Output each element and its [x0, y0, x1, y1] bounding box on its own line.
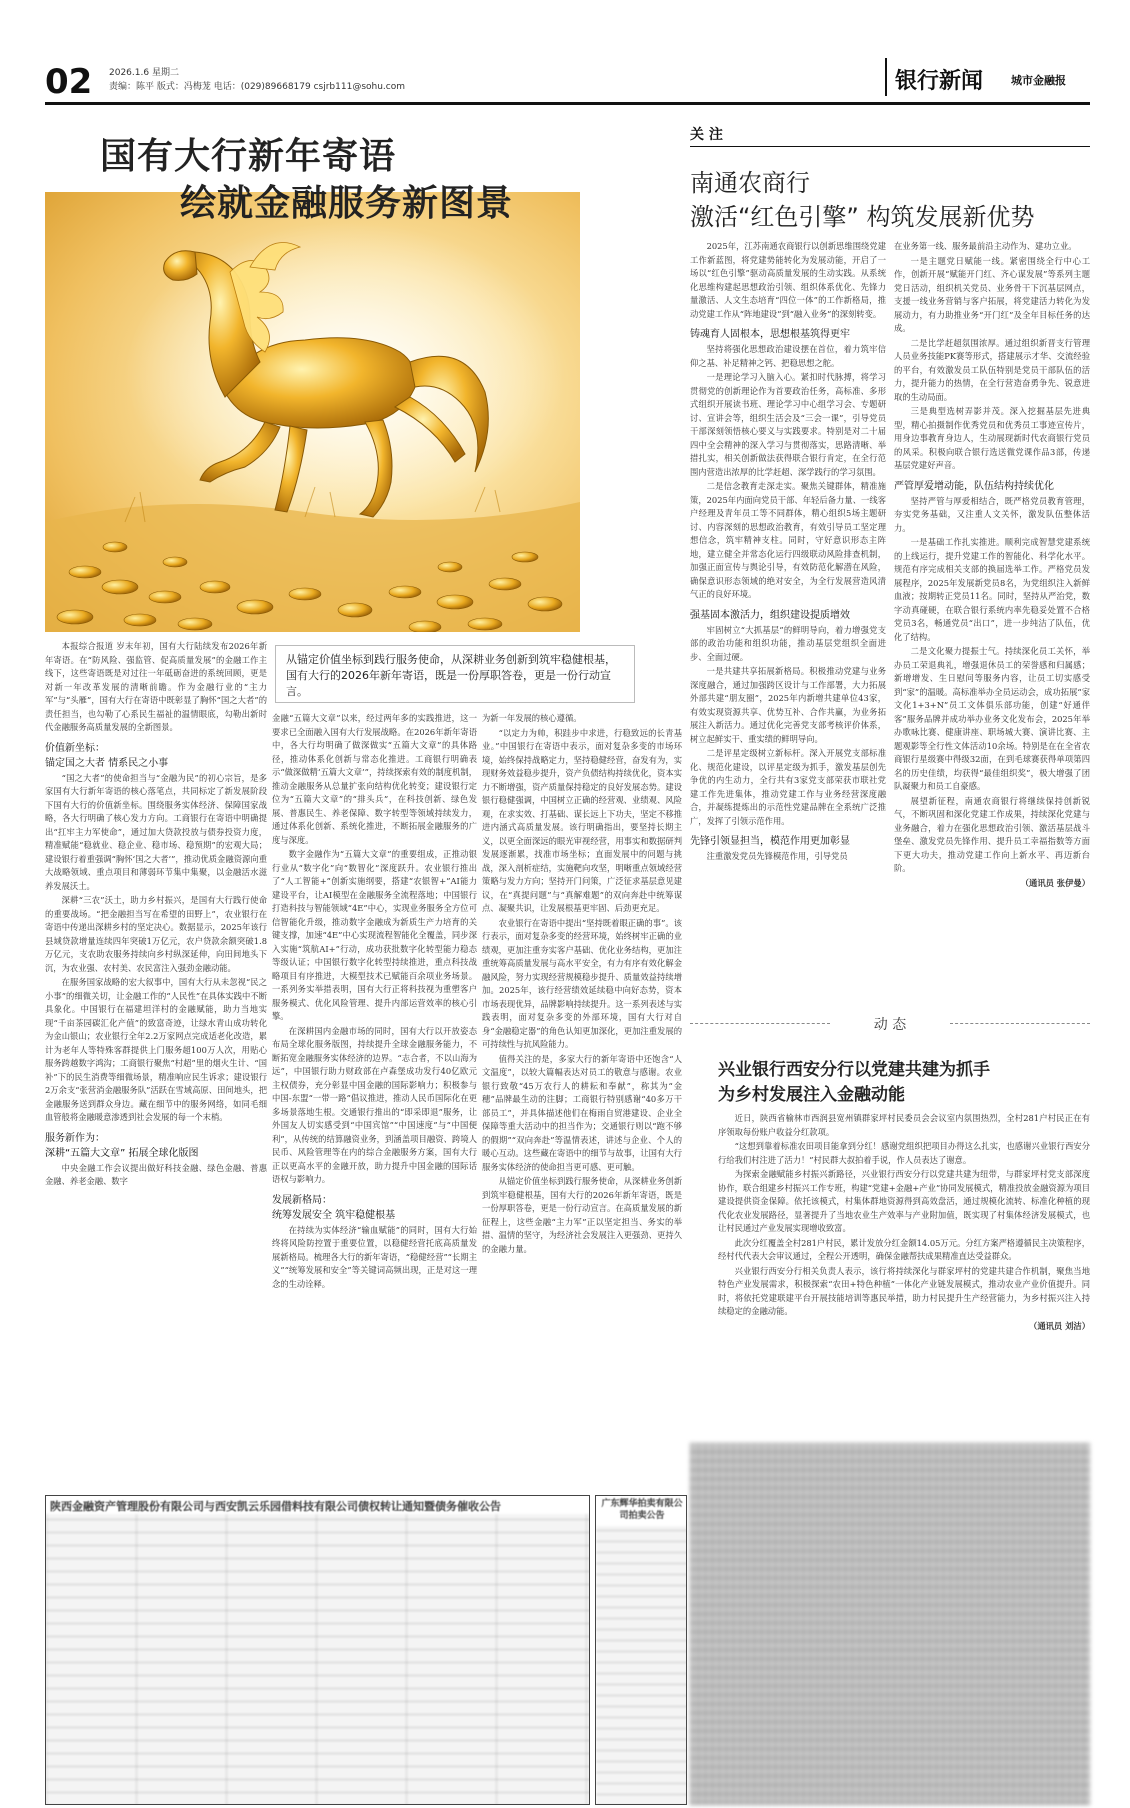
subheading-lead: 服务新作为：: [45, 1132, 105, 1144]
paragraph: 注重激发党员先锋模范作用，引导党员: [706, 851, 848, 861]
paragraph: 牢固树立“大抓基层”的鲜明导向，着力增强党支部的政治功能和组织功能，推动基层党组织全面进步、全面过硬。: [690, 624, 886, 662]
editor-credits: 责编：陈平 版式：冯梅茏 电话：(029)89668179 csjrb111@sohu.com: [109, 82, 406, 92]
header-rule: [45, 102, 1090, 105]
page-number: 02: [45, 62, 93, 102]
byline: （通讯员 张伊曼）: [1020, 877, 1090, 888]
paragraph: “以定力为帅，积跬步中求进，行稳致远的长青基业。”中国银行在寄语中表示，面对复杂多变的市场环境，始终保持战略定力，坚持稳健经营，奋发有为，实现财务效益稳步提升，资产负债结构持续优化，资本实力不断增强，资产质量保持稳定的良好发展态势。建设银行稳健强调，中国树立正确的经营观、业绩观、风险观，在求实效、打基础、谋长远上下功夫，坚定不移推进内涵式高质量发展。该行明确指出，要坚持长期主义，以更全面深远的眼光审视经营，用事实和数据研判发展逐渐累，找准市场坐标；直面发展中的问题与挑战，深入剖析症结，实施靶向攻坚，明晰重点领域经营策略与发力方向；坚持开门问策，广泛征求基层意见建议，在“真提问题”与“真解难题”的双向奔赴中统筹谋点、凝聚共识，让发展根基更牢固、后劲更充足。: [482, 727, 682, 913]
section-divider: [885, 58, 887, 96]
subheading: 强基固本激活力，组织建设提质增效: [690, 609, 850, 621]
paragraph: 二是评星定级树立新标杆。深入开展党支部标准化、规范化建设，以评星定级为抓手，激发基层创先争优的内生动力，全行共有3家党支部荣获市联社党建工作先进集体，推动党建工作与业务经营深度融合，并凝练提炼出的示范性党建品牌在全系统广泛推广，发挥了引领示范作用。: [690, 748, 886, 826]
news-headline-line2: 为乡村发展注入金融动能: [718, 1085, 905, 1105]
paragraph: “这想到靠着标准农田项目能拿到分红！感谢党组织把项目办得这么扎实，也感谢兴业银行西安分行给我们村注进了活力！”村民群大叔拍着手说，作人员表达了谢意。: [718, 1141, 1090, 1165]
article-column-2: [272, 712, 477, 1480]
news-body: [718, 1112, 1090, 1434]
paragraph: 兴业银行西安分行相关负责人表示，该行将持续深化与群家坪村的党建共建合作机制，聚焦当地特色产业发展需求，积极探索“农田+特色种植”一体化产业链发展模式，推动农业产业价值提升。同时，将依托党建联建平台开展技能培训等惠民举措，助力村民提升生产经营能力，为乡村振兴注入持续稳定的金融动能。: [718, 1265, 1090, 1316]
paragraph: 近日，陕西省榆林市西润县宽州镇群家坪村民委员会会议室内氛围热烈，全村281户村民正在有序领取每份账户收益分红款项。: [718, 1113, 1090, 1137]
right-column-a: [690, 240, 886, 1005]
subheading: [45, 741, 267, 771]
paragraph: 坚持严管与厚爱相结合，既严格党员教育管理，夯实党务基础，又注重人文关怀，激发队伍整体活力。: [894, 495, 1090, 533]
subheading: [45, 1131, 267, 1161]
main-headline-line2: 绘就金融服务新图景: [180, 183, 514, 224]
paragraph: 一是主题党日赋能一线。紧密围绕全行中心工作，创新开展“赋能开门红、齐心谋发展”等系列主题党日活动，组织机关党员、业务骨干下沉基层网点，支援一线业务营销与客户拓展，将党建活力转化为发展动力，有力助推业务“开门红”及全年目标任务的达成。: [894, 255, 1090, 333]
right-headline-line2: 激活“红色引擎” 构筑发展新优势: [690, 203, 1035, 231]
article-column-1: [45, 640, 267, 1480]
kicker-label: 关 注: [690, 127, 723, 143]
page-header: [45, 58, 1090, 108]
subheading-text: 深耕“五篇大文章” 拓展全球化版图: [45, 1147, 199, 1159]
paragraph: 为新一年发展的核心遵循。: [482, 713, 582, 723]
paragraph: 二是信念教育走深走实。聚焦关键群体，精准施策，2025年内面向党员干部、年轻后备力量、一线客户经理及青年员工等不同群体，精心组织5场主题研讨、内容深刻的思想政治教育，有效引导员工坚定理想信念，筑牢精神支柱。同时，守好意识形态主阵地，建立健全并常态化运行四级联动风险排查机制，加强正面宣传与舆论引导，有效防范化解潜在风险，确保意识形态领域的绝对安全，为全行发展营造风清气正的良好环境。: [690, 481, 886, 599]
paragraph: 2025年，江苏南通农商银行以创新思维围绕党建工作新蓝图，将党建势能转化为发展动能，开启了一场以“红色引擎”驱动高质量发展的生动实践。从系统化思维构建起思想政治引领、组织体系优化、先锋力量激活、人文生态培育“四位一体”的工作新格局，推动党建工作从“阵地建设”到“融入业务”的深刻转变。: [690, 241, 886, 319]
paragraph: 一是共建共享拓展新格局。积极推动党建与业务深度融合，通过加强跨区设计与工作部署，大力拓展外部共建“朋友圈”，2025年内新增共建单位43家，有效实现资源共享、优势互补、合作共赢，为业务拓展注入新活力。通过优化完善党支部考核评价体系，树立起鲜实干、重实绩的鲜明导向。: [690, 666, 886, 744]
auction-notice-title: 广东辉华拍卖有限公司拍卖公告: [601, 1499, 683, 1521]
subheading: 先锋引领显担当，模范作用更加彰显: [690, 836, 850, 847]
paragraph: 在服务国家战略的宏大叙事中，国有大行从未忽视“民之小事”的细微关切，让金融工作的“人民性”在具体实践中不断具象化。中国银行在福建坦洋村的金融赋能，助力当地实现“千亩茶园碳汇化产值”的致富奇迹，让绿水青山成功转化为金山银山；农业银行全年2.2万家网点完成适老化改造，累计为老年人等特殊客群提供上门服务超100万人次，用贴心服务跨越数字鸿沟；工商银行聚焦“村超”里的烟火生计、“国补”下的民生消费等细微场景，精准响应民生诉求；建设银行2万余支“张营消金融服务队”活跃在雪域高原、田间地头，把金融服务送到群众身边。藏在细节中的服务网络，如同毛细血管般将金融暖意渗透到社会发展的每一个末梢。: [45, 977, 267, 1122]
paragraph: 在深耕国内金融市场的同时，国有大行以开放姿态布局全球化服务版图，持续提升全球金融服务能力，不断拓宽金融服务实体经济的边界。“志合者，不以山海为远”，中国银行助力财政部在卢森堡成功发行40亿欧元主权债券，充分彰显中国金融的国际影响力；积极参与中国-东盟“一带一路”倡议推进，推动人民币国际化在更多场景落地生根。交通银行推出的“即采即退”服务，让外国友人切实感受到“中国宾馆”“中国速度”与“中国便利”，从传统的结算融资业务，到涵盖项目融资、跨境人民币、风险管理等在内的综合金融服务方案，国有大行正以更高水平的金融开放，助力提升中国金融的国际话语权与影响力。: [272, 1025, 477, 1184]
subheading: 严管厚爱增动能，队伍结构持续优化: [894, 480, 1054, 492]
subheading-lead: 发展新格局：: [272, 1194, 332, 1206]
golden-horse-image: [45, 192, 580, 632]
subheading-text: 锚定国之大者 情系民之小事: [45, 757, 169, 769]
paragraph: 在业务第一线、服务最前沿主动作为、建功立业。: [894, 241, 1077, 251]
paragraph: 在持续为实体经济“输血赋能”的同时，国有大行始终将风险防控置于重要位置，以稳健经营托底高质量发展新格局。梳理各大行的新年寄语，“稳健经营”“长期主义”“统筹发展和安全”等关键词高频出现，正是对这一理念的生动诠释。: [272, 1224, 477, 1289]
right-column-b: [894, 240, 1090, 1005]
subheading-lead: 价值新坐标：: [45, 742, 105, 754]
pull-quote: 从锚定价值坐标到践行服务使命，从深耕业务创新到筑牢稳健根基，国有大行的2026年新年寄语，既是一份厚职答卷，更是一份行动宣言。: [275, 645, 635, 703]
legal-notice-title: 陕西金融资产管理股份有限公司与西安凯云乐园借料技有限公司债权转让通知暨债务催收公告: [50, 1500, 501, 1513]
auction-notice-ad: [595, 1495, 687, 1805]
paragraph: 此次分红覆盖全村281户村民，累计发放分红金额14.05万元。分红方案严格遵循民主决策程序，经村代代表大会审议通过，全程公开透明，确保金融帮扶成果精准直达受益群众。: [718, 1237, 1090, 1261]
article-column-3: [482, 712, 682, 1480]
paragraph: 二是文化聚力提振士气。持续深化员工关怀，举办员工荣退典礼，增强退休员工的荣誉感和归属感；新增增发、生日慰问等服务内容，让员工切实感受到“家”的温暖。高标准举办全员运动会，成功拓展“家文化1+3+N”员工文体俱乐部功能，创建“好通伴客”服务品牌并成功举办业务文化发布会，2025年举办歌咏比赛、健康讲座、职场城大赛、演讲比赛、主题观影等全行性文体活动10余场。特别是在在全省农商银行星级赛中得级32面，在到毛球赛获得单项第四名的历史佳绩，均获得“最佳组织奖”，极大增强了团队凝聚力和员工自豪感。: [894, 646, 1090, 791]
paragraph: 展望新征程，南通农商银行将继续保持创新锐气，不断巩固和深化党建工作成果，持续深化党建与业务融合，着力在强化思想政治引领、激活基层战斗堡垒、激发党员先锋作用、提升员工幸福指数等方面下更大功夫，推动党建工作向上新水平、再迈新台阶。: [894, 795, 1090, 873]
auction-notice-body-blurred: [596, 1526, 687, 1805]
legal-notice-ad: [45, 1495, 590, 1805]
legal-notice-table-blurred: [46, 1514, 590, 1805]
paragraph: 二是比学赶超氛围浓厚。通过组织新晋支行管理人员业务技能PK赛等形式，搭建展示才华、交流经验的平台，有效激发员工队伍特别是党员干部队伍的活力，提升能力的热情，在全行营造奋勇争先、锐意进取的生动局面。: [894, 337, 1090, 402]
paragraph: 金融“五篇大文章”以来，经过两年多的实践推进，这一要求已全面融入国有大行发展战略。在2026年新年寄语中，各大行均明确了做深做实“五篇大文章”的具体路径，推动体系化创新与常态化推进。工商银行明确表示“做深做精‘五篇大文章’”，持续探索有效的制度机制，推动金融服务从总量扩张向结构优化转变；建设银行定位为“五篇大文章”的“排头兵”，在科技创新、绿色发展、普惠民生、养老保障、数字转型等领域持续发力，通过体系化创新、系统化推进，不断拓展金融服务的广度与深度。: [272, 713, 477, 845]
paragraph: 中央金融工作会议提出做好科技金融、绿色金融、普惠金融、养老金融、数字: [45, 1162, 267, 1186]
subheading: 铸魂育人固根本，思想根基筑得更牢: [690, 329, 850, 340]
subheading-text: 统筹发展安全 筑牢稳健根基: [272, 1209, 396, 1221]
dynamics-section-label: 动 态: [690, 1014, 1090, 1032]
right-headline-line1: 南通农商行: [690, 169, 810, 197]
paragraph: 一是理论学习入脑入心。紧扣时代脉搏，将学习贯彻党的创新理论作为首要政治任务，高标准、多形式组织开展读书班、理论学习中心组学习会、专题研讨、宣讲会等，组织生活会及“三会一课”，引导党员干部深刻领悟核心要义与实践要求。特别是对二十届四中全会精神的深入学习与贯彻落实，思路清晰、举措扎实，相关创新做法获得联合银行肯定，在全行范围内营造出浓厚的比学赶超、深学践行的学习氛围。: [690, 372, 886, 477]
paragraph: “国之大者”的使命担当与“金融为民”的初心宗旨，是多家国有大行新年寄语的核心落笔点，共同标定了新发展阶段下国有大行的价值新坐标。围绕服务实体经济、保障国家战略，各大行明确了核心发力方向。工商银行在寄语中明确提出“扛牢主力军使命”，通过加大贷款投放与债券投资力度，精准赋能“稳就业、稳企业、稳市场、稳预期”的宏观大局；建设银行着重强调“胸怀‘国之大者’”，推动优质金融资源向重大战略领域、重点项目和薄弱环节集中集聚，以金融活水滋养发展沃土。: [45, 772, 267, 891]
news-headline-line1: 兴业银行西安分行以党建共建为抓手: [718, 1060, 990, 1080]
paragraph: 从锚定价值坐标到践行服务使命，从深耕业务创新到筑牢稳健根基，国有大行的2026年新年寄语，既是一份厚职答卷，更是一份行动宣言。在高质量发展的新征程上，这些金融“主力军”正以坚定担当、务实的举措、温情的坚守，为经济社会发展注入更强劲、更持久的金融力量。: [482, 1176, 682, 1254]
section-title: 银行新闻: [895, 69, 984, 94]
paragraph: 三是典型选树弄影并茂。深入挖掘基层先进典型，精心拍摄制作优秀党员和优秀员工事迹宣传片，用身边事教育身边人，生动展现新时代农商银行党员的风采。积极向联合银行选送微党课作品3部，传递基层党建好声音。: [894, 406, 1090, 470]
paragraph: 数字金融作为“五篇大文章”的重要组成，正推动银行业从“数字化”向“数智化”深度跃升。农业银行推出了“人工智能+”创新实施纲要，搭建“农银智+”AI能力建设平台，让AI模型在金融服务全流程落地；中国银行打造科技与智能领域“4E”中心，实现业务服务全方位可信智能化升级，推动数字金融成为新质生产力培育的关键支撑，加速“4E”中心实现流程智能化全覆盖，同步深入实施“筑航AI+”行动，成功获批数字化转型能力稳态等级认证；中国银行数字化转型持续推进，重点科技战略项目有序推进，大模型技术已赋能百余项业务场景。一系列务实举措表明，国有大行正将科技视为重塑客户服务模式、优化风险管理、提升内部运营效率的核心引擎。: [272, 849, 477, 1021]
main-headline-line1: 国有大行新年寄语: [100, 136, 397, 177]
paragraph: 值得关注的是，多家大行的新年寄语中还饱含“人文温度”，以较大篇幅表达对员工的敬意与感谢。农业银行致敬“45万农行人的耕耘和奉献”，称其为“金穗”品牌最生动的注脚；工商银行特别感谢“40多万干部员工”，并具体描述他们在梅雨自贸港建设、企业全保障等重大活动中的担当作为；交通银行则以“跑不够的假期”“双向奔赴”等温情表述，讲述与企业、个人的暖心互动。这些藏在寄语中的细节与故事，让国有大行服务实体经济的使命担当更可感、更可触。: [482, 1053, 682, 1172]
paragraph: 一是基础工作扎实推进。顺利完成智慧党建系统的上线运行，提升党建工作的智能化、科学化水平。规范有序完成相关支部的换届选举工作。严格党员发展程序，2025年发展新党员8名，为党组织注入新鲜血液；按期转正党员11名。同时，坚持从严治党，数字动真碰硬，在联合银行系统内率先稳妥处置不合格党员3名，畅通党员“出口”，进一步纯洁了队伍，优化了结构。: [894, 537, 1090, 642]
paragraph: 坚持将强化思想政治建设摆在首位，着力筑牢信仰之基、补足精神之钙、把稳思想之舵。: [690, 344, 886, 368]
subheading: [272, 1193, 477, 1223]
paper-name: 城市金融报: [1011, 74, 1066, 87]
issue-date: 2026.1.6 星期二: [109, 68, 179, 78]
header-meta: [109, 66, 405, 94]
paragraph: 农业银行在寄语中提出“坚持既着眼正确的事”。该行表示，面对复杂多变的经营环境，始终树牢正确的业绩观，更加注重夯实客户基础、优化业务结构，更加注重统筹高质量发展与高水平安全，有力有序有效化解金融风险，努力实现经营规模稳步提升、质量效益持续增加。2025年，该行经营绩效延续稳中向好态势，资本市场表现优异，品牌影响持续提升。这一系列表述与实践表明，面对复杂多变的外部环境，国有大行对自身“金融稳定器”的角色认知更加深化，更加注重发展的可持续性与抗风险能力。: [482, 917, 682, 1049]
paragraph: 为探索金融赋能乡村振兴新路径，兴业银行西安分行以党建共建为纽带，与群家坪村党支部深度协作，联合组建乡村振兴工作专班，构建“党建+金融+产业”协同发展模式，精准投放金融资源为项目建设提供资金保障。依托该模式，村集体群地资源得到高效盘活，通过规模化流转、标准化种植的现代化农业发展路径，显著提升了当地农业生产效率与产业附加值，既实现了村集体经济发展模式，也让村民通过产业发展实现增收致富。: [718, 1169, 1090, 1233]
kicker-rule: [690, 146, 1090, 147]
blurred-advertisement: [690, 1443, 1090, 1805]
byline: （通讯员 刘洁）: [1029, 1320, 1090, 1331]
paragraph: 本报综合报道 岁末年初，国有大行陆续发布2026年新年寄语。在“防风险、强监管、促高质量发展”的金融工作主线下，这些寄语既是对过往一年砥砺奋进的系统回顾，更是对新一年改革发展的清晰前瞻。作为金融行业的“主力军”与“头雁”，国有大行在寄语中既彰显了胸怀“国之大者”的责任担当，也勾勒了心系民生福祉的温情眼底，勾勒出新时代金融服务高质量发展的全新图景。: [45, 641, 267, 732]
golden-horse-illustration: [45, 192, 580, 632]
paragraph: 深耕“三农”沃土，助力乡村振兴，是国有大行践行使命的重要战场。“把金融担当写在希望的田野上”，农业银行在寄语中传递出深耕乡村的坚定决心。数据显示，2025年该行县域贷款增量连续四年突破1万亿元，农户贷款余额突破1.8万亿元，支农助农服务持续向乡村纵深延伸，向田间地头下沉，为农业强、农村美、农民富注入强劲金融动能。: [45, 895, 267, 973]
